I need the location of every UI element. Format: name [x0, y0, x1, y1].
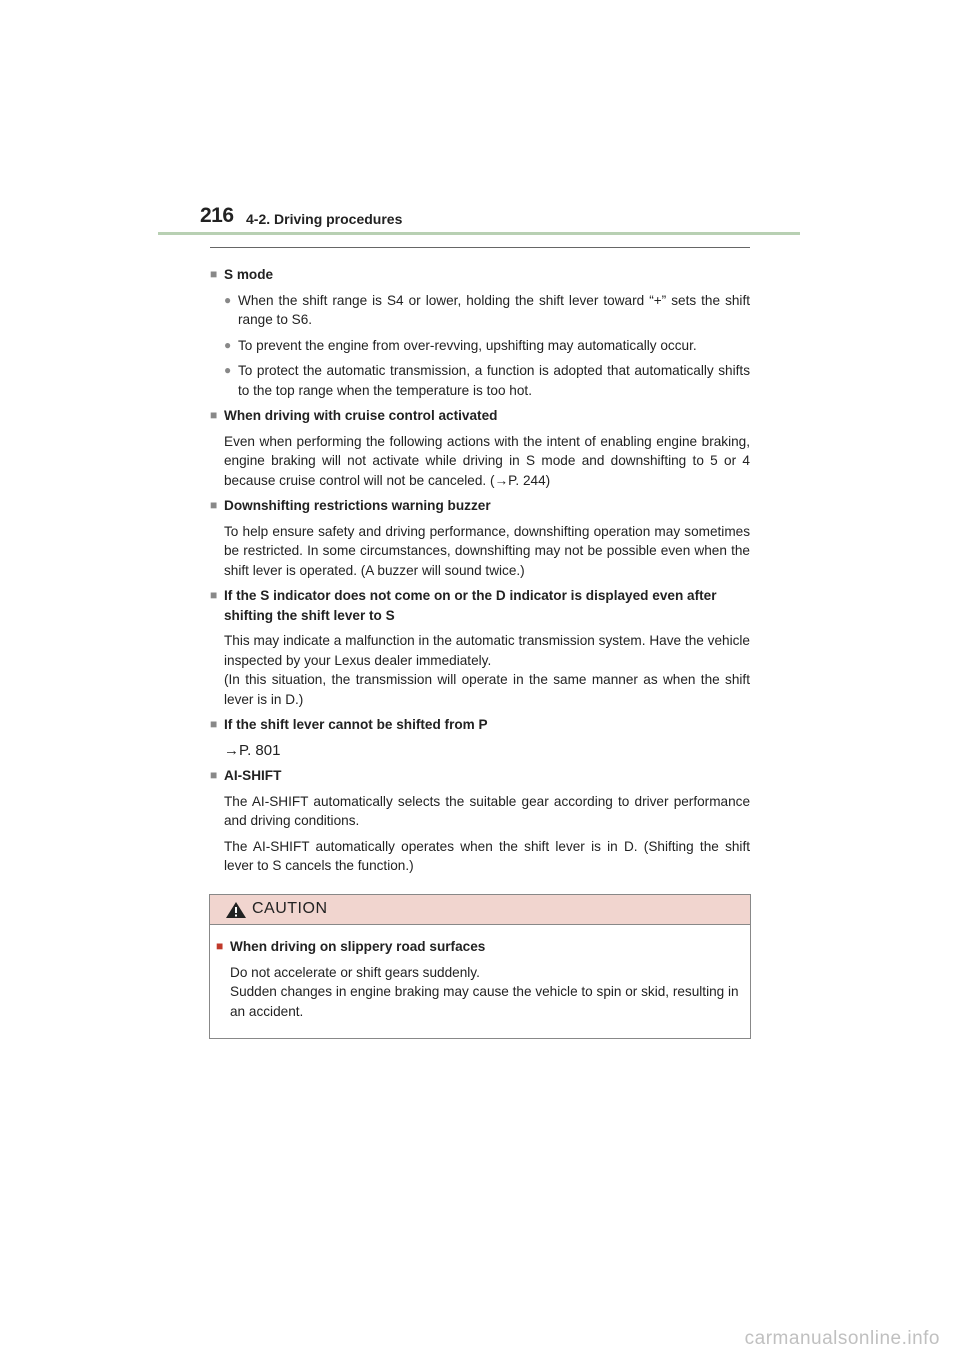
square-bullet-icon: ■ [210, 588, 218, 602]
page-header [158, 200, 800, 236]
section-heading: ■ If the S indicator does not come on or the D indicator is displayed even after shifting the shift lever to S [210, 588, 717, 623]
chapter-title: 4-2. Driving procedures [246, 211, 403, 227]
header-divider [158, 232, 800, 235]
caution-header [210, 895, 750, 925]
section-heading: ■ AI-SHIFT [210, 766, 750, 786]
round-bullet-icon: ● [224, 337, 232, 352]
square-bullet-icon: ■ [210, 267, 218, 281]
caution-title: CAUTION [252, 900, 328, 917]
list-item: ● To protect the automatic transmission, a function is adopted that automatically shifts to the top range when the temperature is too hot. [224, 363, 750, 398]
paragraph: Even when performing the following actions with the intent of enabling engine braking, engine braking will not activate while driving in S mode and downshifting to 5 or 4 because cruise control will not be canceled. (→P. 244) [224, 433, 750, 488]
caution-heading: ■ When driving on slippery road surfaces [216, 937, 740, 957]
round-bullet-icon: ● [224, 363, 232, 377]
warning-triangle-icon [225, 901, 247, 919]
list-item: ● To prevent the engine from over-revving, upshifting may automatically occur. [210, 336, 750, 356]
page-number: 216 [200, 204, 234, 227]
paragraph: (In this situation, the transmission will operate in the same manner as when the shift lever is in D.) [224, 672, 750, 707]
paragraph: Do not accelerate or shift gears suddenly. [230, 964, 480, 980]
list-item: ● When the shift range is S4 or lower, holding the shift lever toward “+” sets the shift range to S6. [224, 292, 750, 327]
caution-body [210, 925, 750, 1021]
section-ai-shift [210, 766, 750, 876]
paragraph: Sudden changes in engine braking may cause the vehicle to spin or skid, resulting in an accident. [230, 984, 739, 1019]
section-cruise-control [210, 406, 750, 490]
round-bullet-icon: ● [224, 292, 232, 307]
section-heading: ■ When driving with cruise control activated [210, 406, 750, 426]
watermark: carmanualsonline.info [744, 1328, 940, 1349]
paragraph: To help ensure safety and driving performance, downshifting operation may sometimes be restricted. In some circumstances, downshifting may not be possible even when the shift lever is operated. (A buzzer will sound twice.) [224, 523, 750, 578]
square-bullet-icon: ■ [210, 498, 218, 512]
square-bullet-icon: ■ [210, 768, 218, 782]
content-top-rule [210, 247, 750, 248]
section-heading: ■ S mode [210, 265, 750, 285]
square-bullet-icon: ■ [210, 408, 218, 422]
caution-box [209, 894, 751, 1039]
paragraph: This may indicate a malfunction in the automatic transmission system. Have the vehicle inspected by your Lexus dealer immediately. [224, 633, 750, 668]
section-s-indicator [210, 586, 750, 709]
section-heading: ■ Downshifting restrictions warning buzzer [210, 496, 750, 516]
square-bullet-icon: ■ [210, 717, 218, 731]
page-reference[interactable]: →P. 801 [224, 741, 281, 759]
section-downshift-buzzer [210, 496, 750, 580]
square-bullet-icon: ■ [216, 939, 224, 953]
main-content [210, 259, 750, 882]
paragraph: The AI-SHIFT automatically operates when the shift lever is in D. (Shifting the shift lever to S cancels the function.) [224, 838, 750, 873]
section-heading: ■ If the shift lever cannot be shifted from P [210, 715, 750, 735]
section-shift-from-p [210, 715, 750, 760]
paragraph: The AI-SHIFT automatically selects the suitable gear according to driver performance and driving conditions. [224, 793, 750, 828]
section-s-mode [210, 265, 750, 400]
